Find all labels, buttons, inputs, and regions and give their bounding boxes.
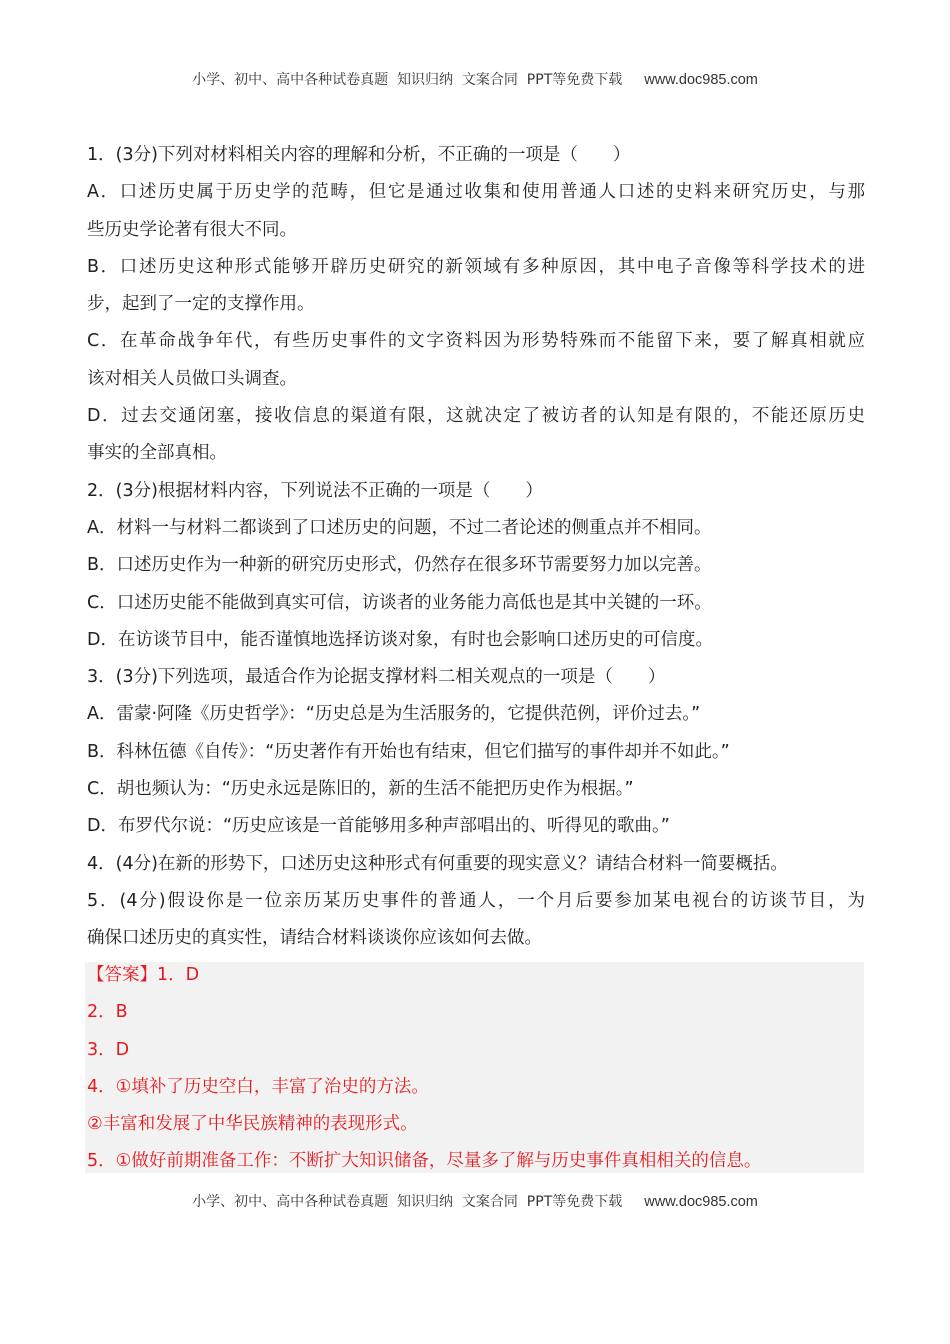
question-stem: 5．(4分)假设你是一位亲历某历史事件的普通人，一个月后要参加某电视台的访谈节目，为 <box>87 890 865 911</box>
question-stem: 确保口述历史的真实性，请结合材料谈谈你应该如何去做。 <box>87 928 542 949</box>
question-option: B．口述历史这种形式能够开辟历史研究的新领域有多种原因，其中电子音像等科学技术的进 <box>87 256 865 277</box>
answer-line: 2．B <box>87 1002 128 1023</box>
header-text: 小学、初中、高中各种试卷真题 知识归纳 文案合同 PPT等免费下载 <box>192 72 623 88</box>
answer-line: 4．①填补了历史空白，丰富了治史的方法。 <box>87 1076 429 1097</box>
question-option: 步，起到了一定的支撑作用。 <box>87 294 315 315</box>
page-header <box>0 69 950 89</box>
page-footer <box>0 1191 950 1211</box>
answer-line: 3．D <box>87 1039 130 1060</box>
question-option: 该对相关人员做口头调查。 <box>87 368 297 389</box>
question-option: 事实的全部真相。 <box>87 443 227 464</box>
question-option: B．科林伍德《自传》：“历史著作有开始也有结束，但它们描写的事件却并不如此。” <box>87 741 730 762</box>
question-stem: 3．(3分)下列选项，最适合作为论据支撑材料二相关观点的一项是（ ） <box>87 667 666 688</box>
question-option: 些历史学论著有很大不同。 <box>87 219 297 240</box>
answer-line: ②丰富和发展了中华民族精神的表现形式。 <box>87 1114 418 1135</box>
question-stem: 1．(3分)下列对材料相关内容的理解和分析，不正确的一项是（ ） <box>87 145 631 165</box>
question-option: D．在访谈节目中，能否谨慎地选择访谈对象，有时也会影响口述历史的可信度。 <box>87 629 713 650</box>
answer-line: 5．①做好前期准备工作：不断扩大知识储备，尽量多了解与历史事件真相相关的信息。 <box>87 1151 762 1172</box>
header-url[interactable]: www.doc985.com <box>644 72 758 88</box>
footer-text: 小学、初中、高中各种试卷真题 知识归纳 文案合同 PPT等免费下载 <box>192 1194 623 1210</box>
answers <box>87 957 865 1181</box>
question-option: D．过去交通闭塞，接收信息的渠道有限，这就决定了被访者的认知是有限的，不能还原历史 <box>87 406 865 427</box>
question-option: A．雷蒙·阿隆《历史哲学》：“历史总是为生活服务的，它提供范例，评价过去。” <box>87 704 701 725</box>
question-option: C．胡也频认为：“历史永远是陈旧的，新的生活不能把历史作为根据。” <box>87 779 634 800</box>
footer-url[interactable]: www.doc985.com <box>644 1194 758 1210</box>
question-option: A．材料一与材料二都谈到了口述历史的问题，不过二者论述的侧重点并不相同。 <box>87 517 712 538</box>
question-option: C．在革命战争年代，有些历史事件的文字资料因为形势特殊而不能留下来，要了解真相就应 <box>87 331 865 352</box>
question-option: A．口述历史属于历史学的范畴，但它是通过收集和使用普通人口述的史料来研究历史，与那 <box>87 182 865 203</box>
question-option: B．口述历史作为一种新的研究历史形式，仍然存在很多环节需要努力加以完善。 <box>87 555 712 576</box>
question-option: C．口述历史能不能做到真实可信，访谈者的业务能力高低也是其中关键的一环。 <box>87 592 712 613</box>
question-stem: 2．(3分)根据材料内容，下列说法不正确的一项是（ ） <box>87 480 543 501</box>
question-stem: 4．(4分)在新的形势下，口述历史这种形式有何重要的现实意义？请结合材料一简要概括。 <box>87 853 788 874</box>
question-option: D．布罗代尔说：“历史应该是一首能够用多种声部唱出的、听得见的歌曲。” <box>87 816 670 837</box>
answer-line: 【答案】1．D <box>87 965 200 985</box>
questions <box>87 137 865 958</box>
